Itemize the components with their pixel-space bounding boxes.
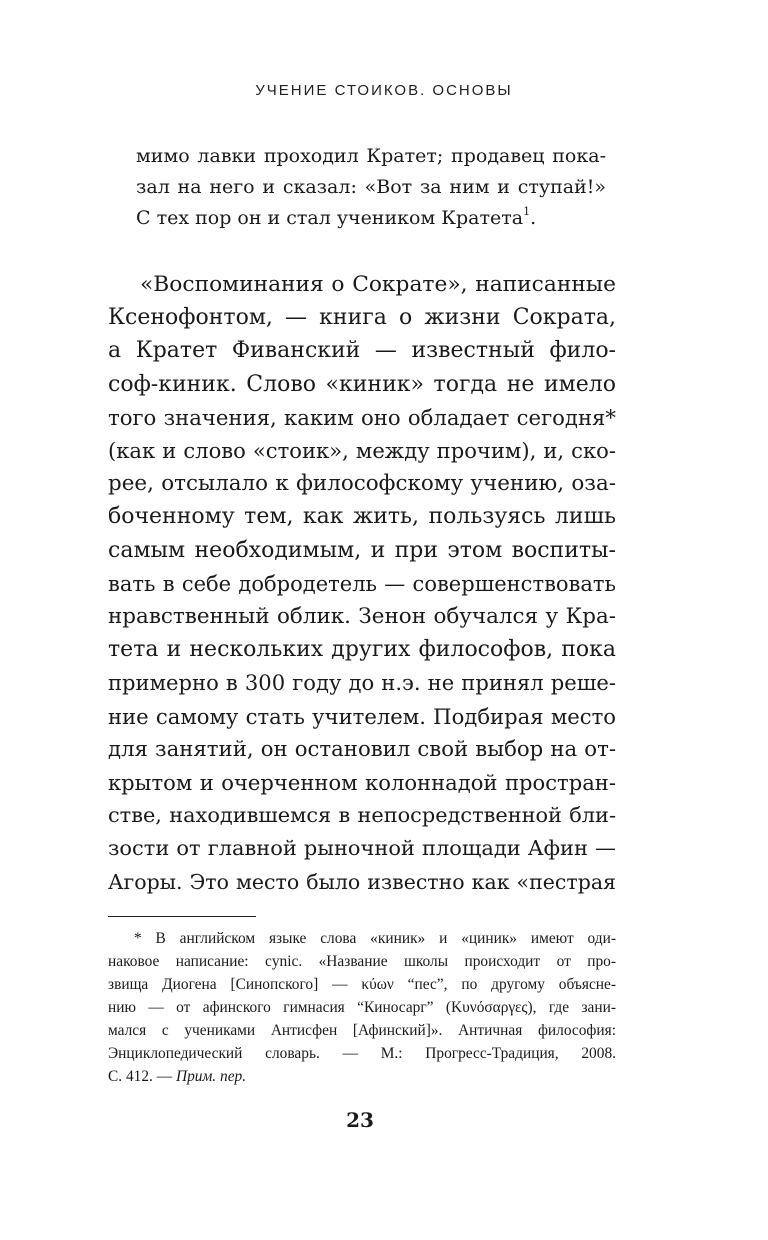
footnote-line-last — [108, 1065, 616, 1088]
body-line: боченному тем, как жить, пользуясь лишь — [108, 504, 616, 530]
footnote-line: наковое написание: cynic. «Название школы происходит от про- — [108, 953, 616, 970]
body-line: примерно в 300 году до н.э. не принял реше- — [108, 670, 616, 696]
footnote-citation: С. 412. — — [108, 1068, 176, 1085]
body-line: Агоры. Это место было известно как «пестрая — [108, 869, 616, 894]
footnote-line: * В английском языке слова «киник» и «циник» имеют оди- — [134, 930, 616, 947]
running-head: УЧЕНИЕ СТОИКОВ. ОСНОВЫ — [255, 82, 513, 99]
quote-line: зал на него и сказал: «Вот за ним и ступай!» — [136, 176, 606, 198]
quote-line: мимо лавки проходил Кратет; продавец пока- — [136, 145, 606, 167]
footnote-line: звища Диогена [Синопского] — κύων “пес”, по другому объясне- — [108, 976, 616, 993]
translator-note: Прим. пер. — [175, 1068, 247, 1085]
body-line: соф-киник. Слово «киник» тогда не имело — [108, 371, 616, 397]
body-paragraph — [108, 268, 616, 899]
body-line: ние самому стать учителем. Подбирая место — [108, 703, 616, 729]
body-line: «Воспоминания о Сократе», написанные — [140, 272, 616, 297]
footnote-reference: 1 — [523, 204, 531, 218]
body-line: нравственный облик. Зенон обучался у Кра- — [108, 604, 616, 630]
body-line: самым необходимым, и при этом воспиты- — [108, 537, 616, 563]
footnote-line: Энциклопедический словарь. — М.: Прогресс-Традиция, 2008. — [108, 1045, 616, 1062]
footnote-line: нию — от афинского гимнасия “Киносарг” (Κυνόσαργες), где зани- — [108, 999, 616, 1016]
body-line: рее, отсылало к философскому учению, оза- — [108, 471, 616, 497]
body-line: вать в себе добродетель — совершенствовать — [108, 570, 616, 596]
body-line: Ксенофонтом, — книга о жизни Сократа, — [108, 305, 616, 331]
body-line: (как и слово «стоик», между прочим), и, ско- — [108, 438, 616, 464]
quote-line-text: С тех пор он и стал учеником Кратета — [136, 207, 524, 229]
body-line: того значения, каким оно обладает сегодня* — [108, 404, 616, 430]
footnote-divider — [108, 916, 256, 917]
body-line: а Кратет Фиванский — известный фило- — [108, 338, 616, 364]
footnote — [108, 927, 616, 1088]
quote-line-last: С тех пор он и стал учеником Кратета$^1$. — [136, 204, 537, 229]
body-line: тета и нескольких других философов, пока — [108, 637, 616, 663]
body-line: для занятий, он остановил свой выбор на от- — [108, 736, 616, 762]
footnote-line: мался с учениками Антисфен [Афинский]». Античная философия: — [108, 1022, 616, 1039]
block-quote — [136, 141, 606, 234]
page-number: 23 — [346, 1108, 374, 1132]
body-line: крытом и очерченном колоннадой простран- — [108, 770, 616, 796]
body-line: стве, находившемся в непосредственной бли- — [108, 803, 616, 828]
body-line: зости от главной рыночной площади Афин — — [108, 836, 616, 861]
